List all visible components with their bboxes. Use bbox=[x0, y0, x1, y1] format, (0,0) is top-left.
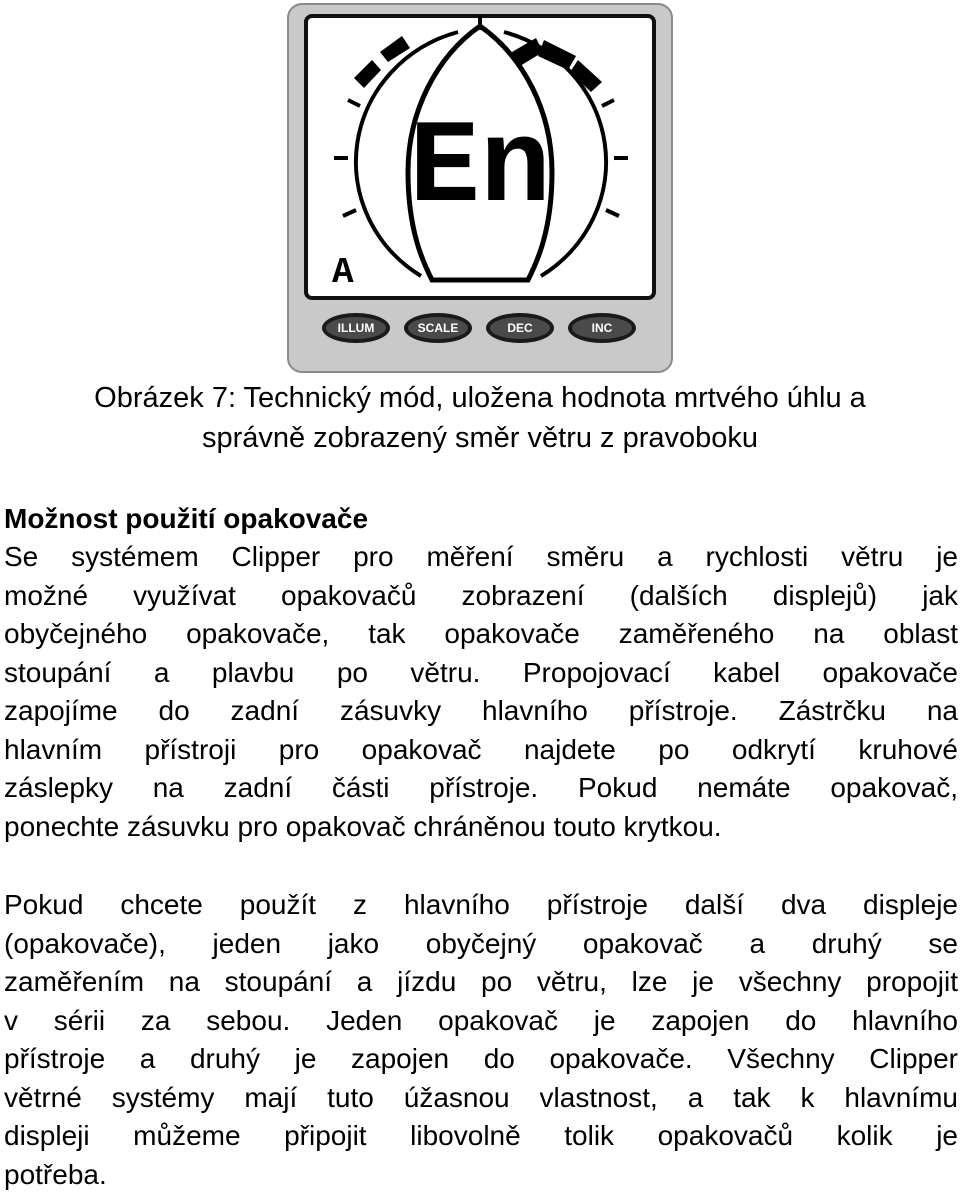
lcd-mode-indicator: A bbox=[332, 252, 354, 293]
inc-button-label: INC bbox=[591, 321, 613, 335]
paragraph-line: záslepky na zadní části přístroje. Pokud nemáte opakovač, bbox=[4, 772, 958, 803]
paragraph-line: obyčejného opakovače, tak opakovače zaměřeného na oblast bbox=[4, 618, 958, 649]
dec-button[interactable] bbox=[486, 313, 554, 343]
paragraph-line: Se systémem Clipper pro měření směru a rychlosti větru je bbox=[4, 541, 958, 572]
paragraph-line: v sérii za sebou. Jeden opakovač je zapojen do hlavního bbox=[4, 1004, 958, 1036]
illum-button-label: ILLUM bbox=[337, 321, 375, 335]
paragraph-line: Pokud chcete použít z hlavního přístroje další dva displeje bbox=[4, 889, 958, 920]
paragraph-line: možné využívat opakovačů zobrazení (dalších displejů) jak bbox=[4, 579, 958, 611]
figure-caption bbox=[0, 378, 960, 458]
paragraph-1 bbox=[4, 538, 958, 846]
illum-button[interactable] bbox=[322, 313, 390, 343]
paragraph-line: zapojíme do zadní zásuvky hlavního přístroje. Zástrčku na bbox=[4, 695, 958, 726]
paragraph-line: hlavním přístroji pro opakovač najdete po odkrytí kruhové bbox=[4, 733, 958, 765]
paragraph-line: stoupání a plavbu po větru. Propojovací kabel opakovače bbox=[4, 656, 958, 688]
paragraph-line: přístroje a druhý je zapojen do opakovače. Všechny Clipper bbox=[4, 1043, 958, 1074]
paragraph-line: displeji můžeme připojit libovolně tolik opakovačů kolik je bbox=[4, 1120, 958, 1151]
inc-button[interactable] bbox=[568, 313, 636, 343]
paragraph-line: (opakovače), jeden jako obyčejný opakovač a druhý se bbox=[4, 927, 958, 959]
paragraph-line: větrné systémy mají tuto úžasnou vlastnost, a tak k hlavnímu bbox=[4, 1081, 958, 1113]
paragraph-2 bbox=[4, 886, 958, 1194]
scale-button[interactable] bbox=[404, 313, 472, 343]
section-heading: Možnost použití opakovače bbox=[4, 503, 369, 534]
lcd-display-text: En bbox=[409, 103, 551, 236]
scale-button-label: SCALE bbox=[417, 321, 459, 335]
paragraph-line: ponechte zásuvku pro opakovač chráněnou touto krytkou. bbox=[4, 810, 722, 842]
instrument-display-figure bbox=[286, 2, 674, 374]
caption-line-2: správně zobrazený směr větru z pravoboku bbox=[201, 422, 759, 454]
dec-button-label: DEC bbox=[507, 321, 533, 335]
caption-line-1: Obrázek 7: Technický mód, uložena hodnota mrtvého úhlu a bbox=[94, 382, 866, 414]
paragraph-line: potřeba. bbox=[4, 1158, 107, 1190]
paragraph-line: zaměřením na stoupání a jízdu po větru, lze je všechny propojit bbox=[4, 966, 958, 997]
